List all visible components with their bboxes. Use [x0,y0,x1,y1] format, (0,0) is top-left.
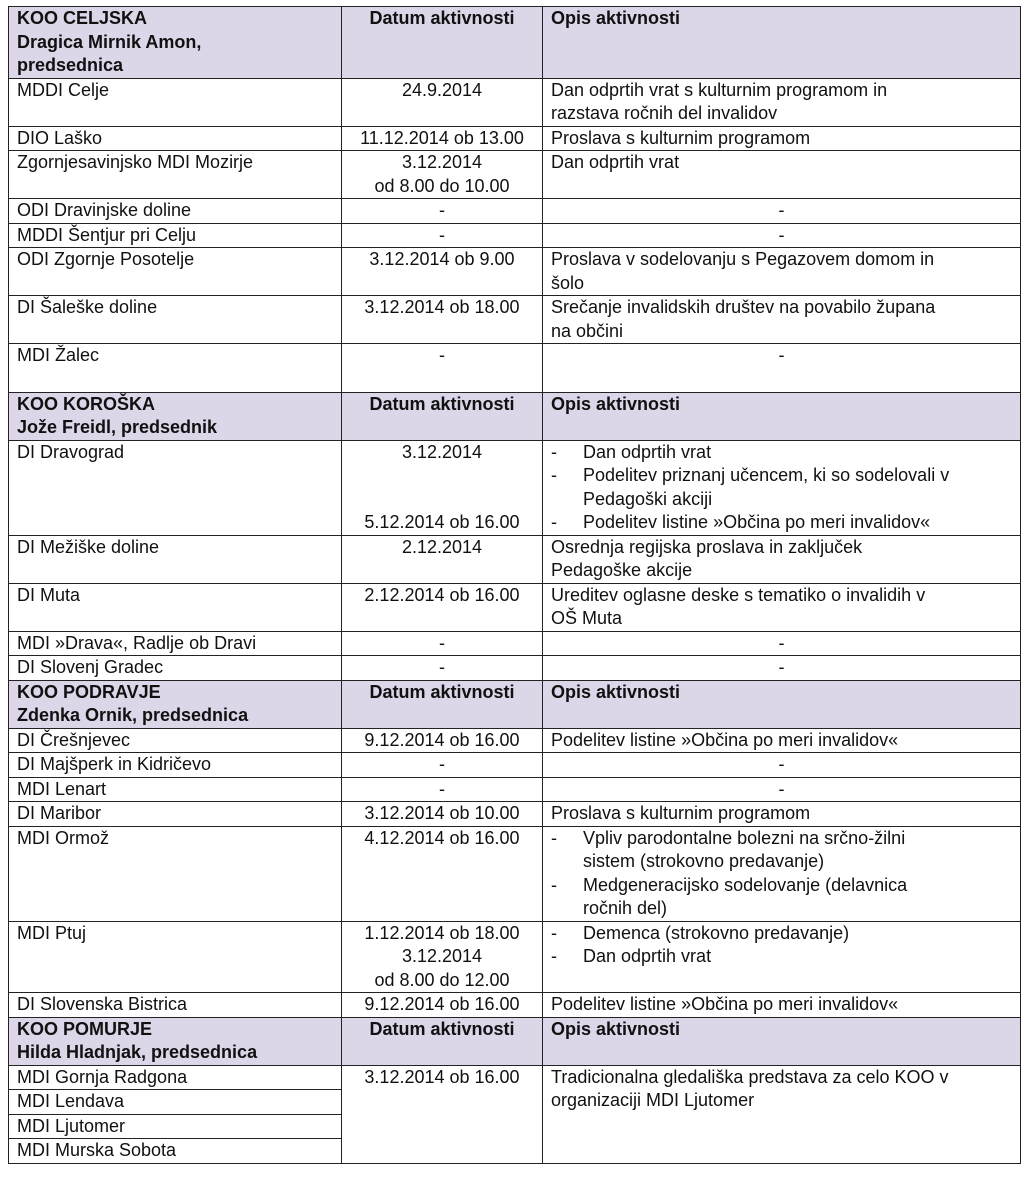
col-header-desc [543,7,1021,79]
col-header-desc [543,1017,1021,1065]
desc-cell [543,631,1021,656]
bullet-line: - Demenca (strokovno predavanje) [583,922,850,943]
desc-line: šolo [551,272,585,293]
desc-cell [543,1065,1021,1163]
section-title-cell [9,680,342,728]
desc-line: - [778,754,785,774]
date-cell [342,753,543,778]
desc-line: razstava ročnih del invalidov [551,103,778,123]
org-cell [9,1065,342,1090]
org-name: MDDI Celje [17,79,110,100]
desc-line: Osrednja regijska proslava in zaključek [551,536,863,557]
date-line: - [439,345,445,365]
date-line: 5.12.2014 ob 16.00 [364,512,520,532]
desc-line: na občini [551,320,624,341]
table-row [9,631,1021,656]
org-cell [9,826,342,921]
table-row [9,777,1021,802]
desc-cell [543,223,1021,248]
date-line: 3.12.2014 [401,946,483,966]
col-header-date [342,1017,543,1065]
table-row [9,656,1021,681]
org-name: DI Šaleške doline [17,297,158,317]
desc-line: Dan odprtih vrat s kulturnim programom in [551,79,888,100]
bullet-line: - Medgeneracijsko sodelovanje (delavnica [583,874,908,895]
date-cell [342,151,543,199]
bullet-line: - Dan odprtih vrat [583,946,712,966]
col-header-date-label: Datum aktivnosti [369,393,515,414]
section-header-celjska [9,7,1021,79]
org-cell [9,78,342,126]
bullet-list [551,922,1012,969]
desc-line: Srečanje invalidskih društev na povabilo župana [551,297,936,317]
table-row [9,535,1021,583]
date-line: 3.12.2014 [401,152,483,172]
org-name: MDI Gornja Radgona [17,1066,188,1087]
desc-line: - [778,345,785,365]
desc-cell [543,728,1021,753]
org-name: MDI Ptuj [17,922,87,943]
section-header-podravje [9,680,1021,728]
date-cell [342,656,543,681]
org-name: DI Dravograd [17,441,125,462]
date-line: 3.12.2014 ob 9.00 [369,249,515,269]
col-header-date-label: Datum aktivnosti [369,8,515,28]
date-cell [342,248,543,296]
org-name: DIO Laško [17,127,103,148]
org-cell [9,199,342,224]
org-name: MDI Lenart [17,778,107,799]
org-name: MDI Murska Sobota [17,1140,177,1160]
date-line: 4.12.2014 ob 16.00 [364,827,520,848]
org-cell [9,921,342,993]
date-cell [342,1065,543,1163]
section-header-koroska [9,392,1021,440]
org-cell [9,296,342,344]
desc-cell [543,826,1021,921]
section-title-cell [9,392,342,440]
org-cell [9,631,342,656]
bullet-item [551,511,1012,535]
table-row [9,223,1021,248]
date-line: 3.12.2014 ob 16.00 [364,1066,520,1087]
bullet-line: - Vpliv parodontalne bolezni na srčno-žilni [583,827,906,848]
desc-line: Tradicionalna gledališka predstava za celo KOO v [551,1066,949,1087]
date-line: - [439,778,445,799]
date-cell [342,440,543,535]
org-cell [9,802,342,827]
bullet-item [551,945,1012,969]
bullet-line: ročnih del) [583,898,668,918]
org-name: ODI Zgornje Posotelje [17,249,195,269]
section-leader: Dragica Mirnik Amon, [17,31,202,52]
desc-line: Pedagoške akcije [551,560,693,580]
desc-line: - [778,224,785,245]
date-line: 2.12.2014 [401,536,483,557]
date-cell [342,631,543,656]
col-header-date [342,392,543,440]
date-cell [342,78,543,126]
desc-line: Podelitev listine »Občina po meri invalidov« [551,994,899,1014]
org-cell [9,344,342,393]
date-line: 3.12.2014 [401,441,483,462]
desc-cell [543,440,1021,535]
table-row [9,440,1021,535]
date-line: od 8.00 do 12.00 [374,969,510,990]
desc-line: Proslava v sodelovanju s Pegazovem domom in [551,249,935,269]
org-cell [9,656,342,681]
section-role: predsednica [17,55,124,75]
org-name: MDI Ljutomer [17,1115,126,1136]
date-line: 3.12.2014 ob 18.00 [364,297,520,317]
table-row [9,296,1021,344]
desc-line: OŠ Muta [551,608,623,628]
org-name: MDI Žalec [17,345,100,365]
col-header-date-label: Datum aktivnosti [369,681,515,702]
section-title: KOO CELJSKA [17,8,148,28]
desc-line: Proslava s kulturnim programom [551,127,811,148]
bullet-line: sistem (strokovno predavanje) [583,851,825,871]
org-cell [9,126,342,151]
date-cell [342,126,543,151]
date-line: 3.12.2014 ob 10.00 [364,803,520,823]
col-header-desc-label: Opis aktivnosti [551,8,681,28]
desc-cell [543,802,1021,827]
col-header-desc [543,392,1021,440]
desc-cell [543,583,1021,631]
col-header-desc-label: Opis aktivnosti [551,393,681,414]
desc-cell [543,296,1021,344]
org-name: ODI Dravinjske doline [17,200,192,220]
desc-line: - [778,778,785,799]
desc-line: - [778,200,785,220]
org-cell [9,728,342,753]
desc-line: Ureditev oglasne deske s tematiko o invalidih v [551,584,926,605]
col-header-date [342,680,543,728]
org-cell [9,993,342,1018]
org-name: DI Črešnjevec [17,729,131,750]
date-cell [342,223,543,248]
org-name: DI Maribor [17,803,102,823]
org-name: MDDI Šentjur pri Celju [17,224,197,245]
col-header-desc-label: Opis aktivnosti [551,681,681,702]
desc-cell [543,78,1021,126]
desc-cell [543,993,1021,1018]
section-title: KOO KOROŠKA [17,393,156,414]
date-line: 24.9.2014 [401,79,483,100]
spacer [350,464,534,511]
desc-cell [543,535,1021,583]
desc-cell [543,777,1021,802]
date-line: 9.12.2014 ob 16.00 [364,729,520,750]
bullet-line: Pedagoški akciji [583,488,713,509]
date-cell [342,802,543,827]
date-cell [342,777,543,802]
table-row [9,199,1021,224]
org-cell [9,777,342,802]
table-row [9,826,1021,921]
section-header-pomurje [9,1017,1021,1065]
table-row [9,993,1021,1018]
org-name: DI Slovenj Gradec [17,657,164,677]
bullet-item [551,874,1012,921]
org-cell [9,223,342,248]
table-row [9,583,1021,631]
col-header-date [342,7,543,79]
desc-cell [543,656,1021,681]
org-cell [9,440,342,535]
section-title: KOO POMURJE [17,1018,153,1039]
date-line: - [439,632,445,653]
org-name: DI Mežiške doline [17,536,160,557]
section-leader: Zdenka Ornik, predsednica [17,705,249,725]
table-row [9,802,1021,827]
desc-line: - [778,657,785,677]
desc-line: Dan odprtih vrat [551,152,680,172]
table-row [9,728,1021,753]
org-cell [9,248,342,296]
date-line: od 8.00 do 10.00 [374,175,510,196]
desc-cell [543,753,1021,778]
org-name: DI Slovenska Bistrica [17,994,188,1014]
date-line: - [439,224,445,245]
desc-cell [543,126,1021,151]
date-line: - [439,754,445,774]
desc-line: Proslava s kulturnim programom [551,803,811,823]
desc-cell [543,344,1021,393]
desc-line: organizaciji MDI Ljutomer [551,1090,755,1110]
bullet-line: - Podelitev listine »Občina po meri invalidov« [583,512,931,532]
spacer [17,368,333,392]
date-line: 2.12.2014 ob 16.00 [364,584,520,605]
date-cell [342,993,543,1018]
desc-line: - [778,632,785,653]
org-cell [9,1114,342,1139]
org-cell [9,753,342,778]
col-header-date-label: Datum aktivnosti [369,1018,515,1039]
bullet-list [551,827,1012,921]
section-leader: Jože Freidl, predsednik [17,417,218,437]
table-row [9,344,1021,393]
col-header-desc [543,680,1021,728]
bullet-line: - Podelitev priznanj učencem, ki so sodelovali v [583,465,950,485]
bullet-item [551,464,1012,511]
org-name: MDI »Drava«, Radlje ob Dravi [17,632,257,653]
org-cell [9,151,342,199]
table-row [9,126,1021,151]
org-name: Zgornjesavinjsko MDI Mozirje [17,152,254,172]
bullet-list [551,441,1012,535]
date-line: 11.12.2014 ob 13.00 [360,127,524,148]
desc-cell [543,248,1021,296]
desc-cell [543,921,1021,993]
org-cell [9,1139,342,1164]
bullet-line: - Dan odprtih vrat [583,441,712,462]
table-row [9,248,1021,296]
org-name: DI Majšperk in Kidričevo [17,754,212,774]
date-cell [342,921,543,993]
desc-cell [543,199,1021,224]
activities-table [8,6,1021,1164]
table-row [9,921,1021,993]
date-cell [342,826,543,921]
section-title-cell [9,1017,342,1065]
date-line: 9.12.2014 ob 16.00 [364,994,520,1014]
date-cell [342,344,543,393]
date-cell [342,535,543,583]
section-title: KOO PODRAVJE [17,681,161,702]
org-cell [9,535,342,583]
bullet-item [551,441,1012,465]
table-row [9,78,1021,126]
date-cell [342,296,543,344]
org-name: DI Muta [17,584,81,605]
table-row [9,151,1021,199]
bullet-item [551,827,1012,874]
desc-cell [543,151,1021,199]
table-row [9,753,1021,778]
date-cell [342,728,543,753]
section-leader: Hilda Hladnjak, predsednica [17,1042,258,1062]
col-header-desc-label: Opis aktivnosti [551,1018,681,1039]
date-line: - [439,200,445,220]
org-cell [9,1090,342,1115]
org-name: MDI Lendava [17,1091,125,1111]
table-row [9,1065,1021,1090]
section-title-cell [9,7,342,79]
date-cell [342,199,543,224]
date-cell [342,583,543,631]
date-line: - [439,657,445,677]
org-cell [9,583,342,631]
bullet-item [551,922,1012,946]
org-name: MDI Ormož [17,827,109,848]
date-line: 1.12.2014 ob 18.00 [364,922,520,943]
desc-line: Podelitev listine »Občina po meri invalidov« [551,729,899,750]
